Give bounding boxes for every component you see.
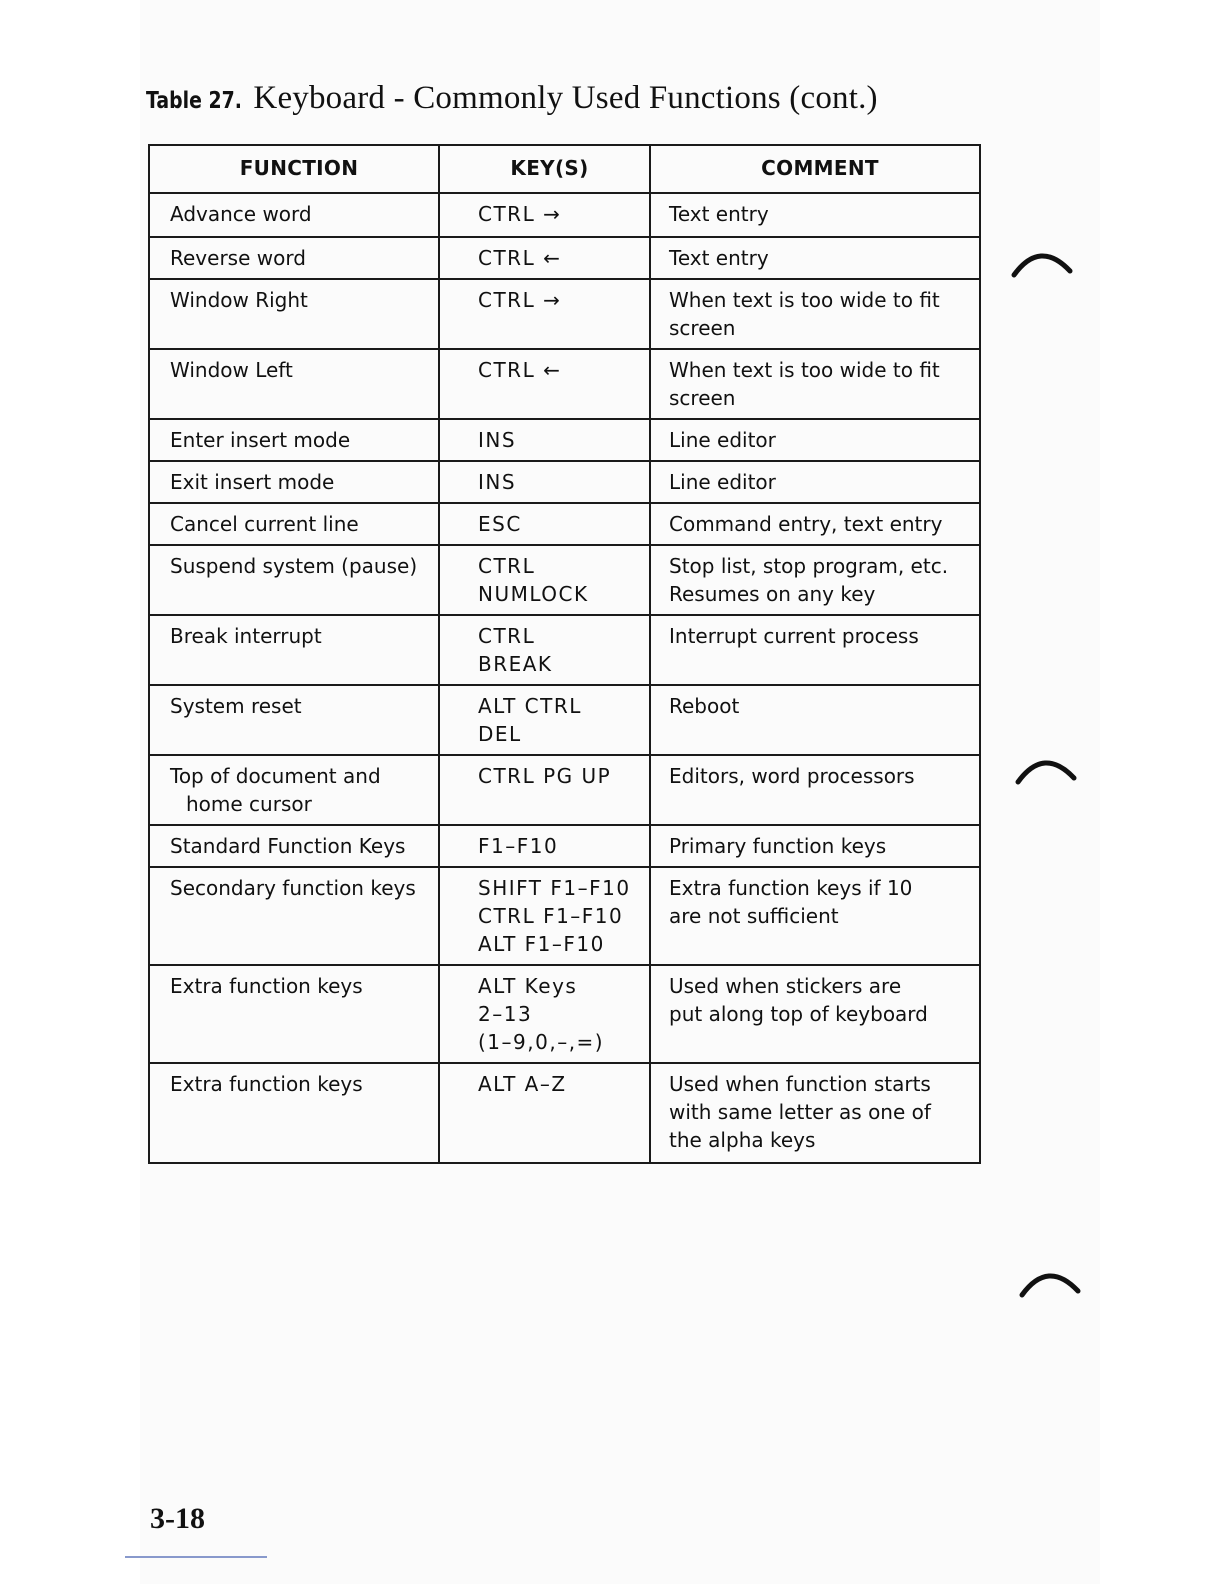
table-row <box>149 237 980 279</box>
footer-rule <box>125 1556 267 1558</box>
keys-cell: ALT A–Z <box>439 1063 650 1163</box>
header-comment: COMMENT <box>650 145 980 193</box>
comment-cell: Text entry <box>650 237 980 279</box>
function-cell: Window Left <box>149 349 439 419</box>
comment-cell: When text is too wide to fit screen <box>650 279 980 349</box>
keys-cell: CTRL → <box>439 279 650 349</box>
keys-cell: ALT CTRL DEL <box>439 685 650 755</box>
binder-hole-mark <box>1018 1265 1084 1299</box>
comment-cell: Interrupt current process <box>650 615 980 685</box>
table-row <box>149 503 980 545</box>
table-row <box>149 867 980 965</box>
keys-cell: ESC <box>439 503 650 545</box>
table-caption <box>146 80 878 117</box>
comment-cell: Used when stickers are put along top of keyboard <box>650 965 980 1063</box>
comment-cell: Editors, word processors <box>650 755 980 825</box>
comment-cell: Line editor <box>650 419 980 461</box>
table-header-row <box>149 145 980 193</box>
function-cell: Secondary function keys <box>149 867 439 965</box>
comment-cell: When text is too wide to fit screen <box>650 349 980 419</box>
table-title: Keyboard - Commonly Used Functions (cont.) <box>253 80 878 116</box>
keys-cell: CTRL → <box>439 193 650 237</box>
function-cell: Enter insert mode <box>149 419 439 461</box>
keyboard-functions-table <box>148 144 981 1164</box>
table-row <box>149 1063 980 1163</box>
function-cell: Cancel current line <box>149 503 439 545</box>
table-row <box>149 279 980 349</box>
table-row <box>149 419 980 461</box>
comment-cell: Used when function starts with same letter as one of the alpha keys <box>650 1063 980 1163</box>
function-cell: Standard Function Keys <box>149 825 439 867</box>
keys-cell: F1–F10 <box>439 825 650 867</box>
function-cell: Window Right <box>149 279 439 349</box>
comment-cell: Extra function keys if 10 are not sufficient <box>650 867 980 965</box>
table-row <box>149 615 980 685</box>
keys-cell: SHIFT F1–F10 CTRL F1–F10 ALT F1–F10 <box>439 867 650 965</box>
table-row <box>149 825 980 867</box>
comment-cell: Text entry <box>650 193 980 237</box>
header-function: FUNCTION <box>149 145 439 193</box>
function-cell: Top of document and home cursor <box>149 755 439 825</box>
page-number: 3-18 <box>150 1502 205 1535</box>
table-row <box>149 685 980 755</box>
table-row <box>149 461 980 503</box>
keys-cell: CTRL ← <box>439 237 650 279</box>
keys-cell: INS <box>439 419 650 461</box>
header-keys: KEY(S) <box>439 145 650 193</box>
keys-cell: CTRL ← <box>439 349 650 419</box>
table-row <box>149 193 980 237</box>
keys-cell: INS <box>439 461 650 503</box>
table-row <box>149 349 980 419</box>
keys-cell: CTRL NUMLOCK <box>439 545 650 615</box>
keys-cell: CTRL BREAK <box>439 615 650 685</box>
function-cell: Advance word <box>149 193 439 237</box>
table-row <box>149 965 980 1063</box>
binder-hole-mark <box>1014 752 1080 786</box>
keys-cell: ALT Keys 2–13 (1–9,0,–,=) <box>439 965 650 1063</box>
table-number: Table 27. <box>146 88 242 114</box>
table-row <box>149 545 980 615</box>
function-cell: Reverse word <box>149 237 439 279</box>
function-cell: Exit insert mode <box>149 461 439 503</box>
comment-cell: Stop list, stop program, etc. Resumes on any key <box>650 545 980 615</box>
keys-cell: CTRL PG UP <box>439 755 650 825</box>
comment-cell: Line editor <box>650 461 980 503</box>
comment-cell: Command entry, text entry <box>650 503 980 545</box>
function-cell: Extra function keys <box>149 1063 439 1163</box>
comment-cell: Reboot <box>650 685 980 755</box>
comment-cell: Primary function keys <box>650 825 980 867</box>
function-cell: Break interrupt <box>149 615 439 685</box>
function-cell: Suspend system (pause) <box>149 545 439 615</box>
function-cell: Extra function keys <box>149 965 439 1063</box>
binder-hole-mark <box>1010 245 1076 279</box>
function-cell: System reset <box>149 685 439 755</box>
table-row <box>149 755 980 825</box>
